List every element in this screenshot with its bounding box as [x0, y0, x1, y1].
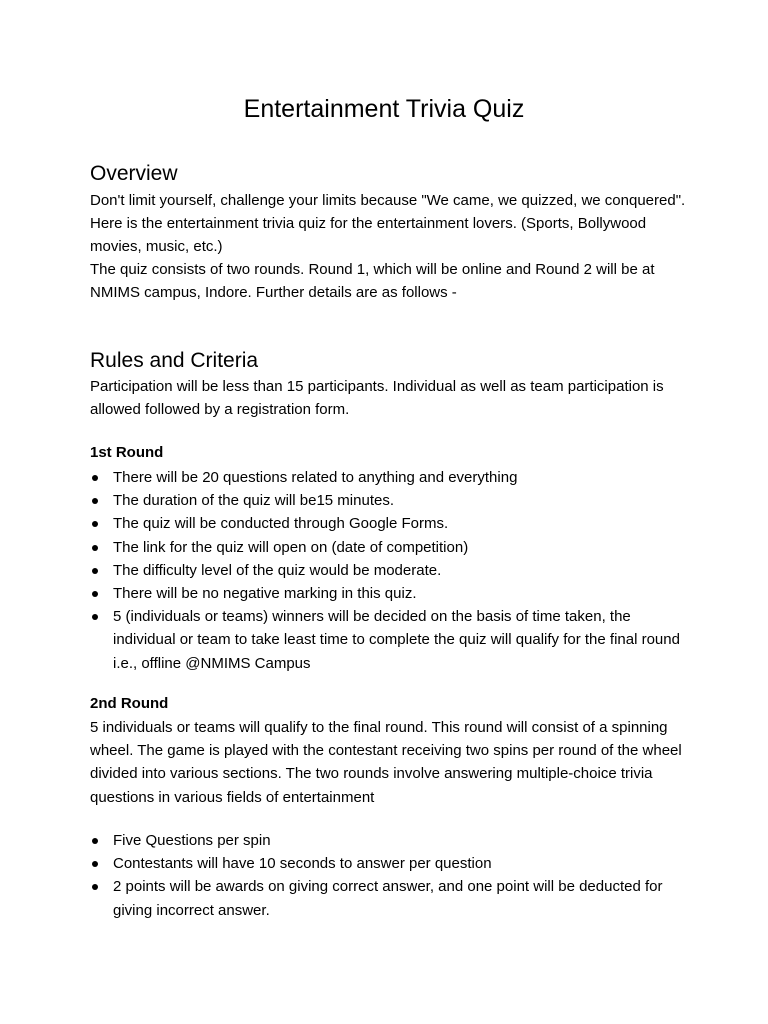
rules-heading: Rules and Criteria	[90, 349, 259, 372]
bullet-icon	[92, 568, 98, 574]
round1-heading: 1st Round	[90, 444, 164, 461]
bullet-icon	[92, 475, 98, 481]
list-item-text: There will be 20 questions related to anything and everything	[113, 469, 518, 486]
bullet-icon	[92, 545, 98, 551]
bullet-icon	[92, 614, 98, 620]
bullet-icon	[92, 861, 98, 867]
list-item-text: The difficulty level of the quiz would be moderate.	[113, 561, 442, 579]
list-item	[90, 559, 690, 582]
round2-heading: 2nd Round	[90, 695, 169, 712]
round2-paragraph: 5 individuals or teams will qualify to the final round. This round will consist of a spinning wheel. The game is played with the contestant receiving two spins per round of the wheel divided into various sections. The two rounds involve answering multiple-choice trivia questions in various fields of entertainment	[90, 719, 682, 806]
list-item	[90, 852, 690, 875]
round1-list	[90, 466, 690, 675]
list-item	[90, 875, 690, 921]
overview-paragraph-1: Don't limit yourself, challenge your limits because "We came, we quizzed, we conquered". Here is the entertainment trivia quiz for the entertainment lovers. (Sports, Bollywood movies, music, etc.)	[90, 192, 686, 256]
list-item	[90, 466, 690, 489]
bullet-icon	[92, 591, 98, 597]
list-item-text: The quiz will be conducted through Google Forms.	[113, 515, 449, 533]
list-item	[90, 582, 690, 605]
list-item-text: Five Questions per spin	[113, 832, 271, 849]
list-item-text: The duration of the quiz will be15 minutes.	[113, 492, 394, 510]
overview-heading: Overview	[90, 162, 178, 185]
list-item-text: 2 points will be awards on giving correct answer, and one point will be deducted for giving incorrect answer.	[113, 878, 663, 919]
bullet-icon	[92, 884, 98, 890]
list-item	[90, 489, 690, 512]
list-item	[90, 536, 690, 559]
document-title: Entertainment Trivia Quiz	[243, 95, 525, 123]
list-item	[90, 605, 690, 675]
list-item-text: There will be no negative marking in this quiz.	[113, 585, 417, 603]
bullet-icon	[92, 838, 98, 844]
list-item-text: 5 (individuals or teams) winners will be decided on the basis of time taken, the individual or team to take least time to complete the quiz will qualify for the final round i.e., offline @NMIMS Campus	[113, 608, 680, 672]
bullet-icon	[92, 498, 98, 504]
list-item	[90, 512, 690, 535]
overview-paragraph-2: The quiz consists of two rounds. Round 1, which will be online and Round 2 will be at NMIMS campus, Indore. Further details are as follows -	[90, 261, 655, 302]
rules-paragraph: Participation will be less than 15 participants. Individual as well as team participation is allowed followed by a registration form.	[90, 378, 664, 419]
list-item	[90, 829, 690, 852]
bullet-icon	[92, 521, 98, 527]
round2-list	[90, 829, 690, 922]
list-item-text: The link for the quiz will open on (date of competition)	[113, 538, 469, 556]
list-item-text: Contestants will have 10 seconds to answer per question	[113, 855, 492, 873]
